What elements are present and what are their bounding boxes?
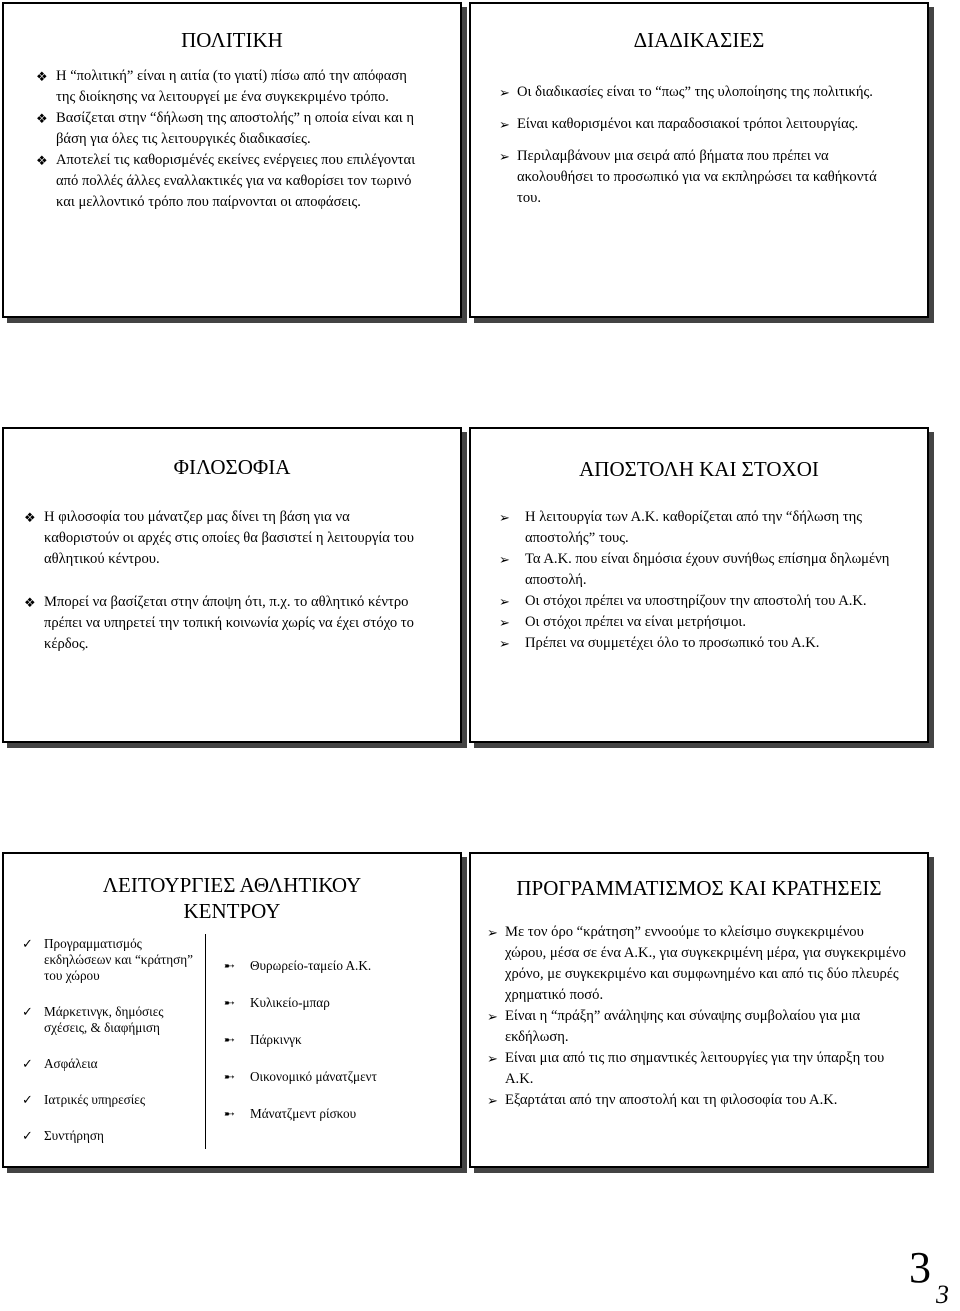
bullet-list bbox=[499, 82, 899, 220]
arrow-bullet-icon: ➢ bbox=[487, 925, 498, 940]
list-item: ➢ Η λειτουργία των Α.Κ. καθορίζεται από την “δήλωση της αποστολής” τους. bbox=[499, 509, 863, 546]
diamond-bullet-icon: ❖ bbox=[24, 595, 36, 610]
pointer-bullet-icon: ➸ bbox=[224, 1106, 235, 1121]
list-item: ➢ Τα Α.Κ. που είναι δημόσια έχουν συνήθως επίσημα δηλωμένη αποστολή. bbox=[499, 551, 890, 588]
list-item: ➢ Είναι καθορισμένοι και παραδοσιακοί τρόποι λειτουργίας. bbox=[499, 114, 899, 135]
list-item: ➸ Οικονομικό μάνατζμεντ bbox=[224, 1069, 377, 1084]
list-item: ➸ Θυρωρείο-ταμείο Α.Κ. bbox=[224, 958, 372, 973]
arrow-bullet-icon: ➢ bbox=[499, 149, 510, 164]
check-bullet-icon: ✓ bbox=[22, 1056, 33, 1071]
page-number: 3 bbox=[909, 1243, 931, 1292]
slide-filosofia bbox=[2, 427, 462, 743]
arrow-bullet-icon: ➢ bbox=[487, 1051, 498, 1066]
list-item: ✓ Συντήρηση bbox=[22, 1128, 104, 1143]
slide-politiki bbox=[2, 2, 462, 318]
slide-title: ΦΙΛΟΣΟΦΙΑ bbox=[173, 455, 291, 479]
arrow-bullet-icon: ➢ bbox=[487, 1009, 498, 1024]
arrow-bullet-icon: ➢ bbox=[499, 594, 510, 609]
slide-title: ΠΟΛΙΤΙΚΗ bbox=[181, 28, 283, 52]
arrow-bullet-icon: ➢ bbox=[499, 85, 510, 100]
bullet-list bbox=[499, 507, 899, 654]
list-item: ➸ Κυλικείο-μπαρ bbox=[224, 995, 330, 1010]
diamond-bullet-icon: ❖ bbox=[36, 153, 48, 168]
functions-list-right bbox=[224, 958, 424, 1143]
list-item: ➢ Οι διαδικασίες είναι το “πως” της υλοποίησης της πολιτικής. bbox=[499, 82, 899, 103]
list-item: ❖ Βασίζεται στην “δήλωση της αποστολής” η οποία είναι και η βάση για όλες τις λειτουργικές διαδικασίες. bbox=[36, 110, 415, 147]
bullet-list bbox=[487, 922, 907, 1111]
diamond-bullet-icon: ❖ bbox=[24, 510, 36, 525]
slide-title: ΑΠΟΣΤΟΛΗ ΚΑΙ ΣΤΟΧΟΙ bbox=[579, 457, 819, 481]
pointer-bullet-icon: ➸ bbox=[224, 1069, 235, 1084]
list-item: ✓ Ασφάλεια bbox=[22, 1056, 98, 1071]
list-item: ❖ Η “πολιτική” είναι η αιτία (το γιατί) πίσω από την απόφαση της διοίκησης να λειτουργεί με ένα συγκεκριμένο τρόπο. bbox=[36, 68, 407, 105]
list-item: ➸ Μάνατζμεντ ρίσκου bbox=[224, 1106, 357, 1121]
check-bullet-icon: ✓ bbox=[22, 1092, 33, 1107]
pointer-bullet-icon: ➸ bbox=[224, 995, 235, 1010]
slide-apostoli bbox=[469, 427, 929, 743]
slide-leitourgies bbox=[2, 852, 462, 1168]
column-divider bbox=[205, 934, 206, 1149]
bullet-list bbox=[36, 66, 416, 213]
slide-title: ΠΡΟΓΡΑΜΜΑΤΙΣΜΟΣ ΚΑΙ ΚΡΑΤΗΣΕΙΣ bbox=[516, 876, 882, 900]
list-item: ➢ Οι στόχοι πρέπει να είναι μετρήσιμοι. bbox=[499, 612, 899, 633]
list-item: ❖ Αποτελεί τις καθορισμένές εκείνες ενέργειες που επιλέγονται από πολλές άλλες εναλλακτικές για να καθορίσει τον τωρινό και μελλοντικό τρόπο που παίρνονται οι αποφάσεις. bbox=[36, 152, 416, 210]
page-number-sub: 3 bbox=[936, 1280, 949, 1309]
pointer-bullet-icon: ➸ bbox=[224, 1032, 235, 1047]
check-bullet-icon: ✓ bbox=[22, 1004, 33, 1019]
list-item: ➢ Είναι μια από τις πιο σημαντικές λειτουργίες για την ύπαρξη του Α.Κ. bbox=[487, 1050, 885, 1087]
list-item: ➢ Εξαρτάται από την αποστολή και τη φιλοσοφία του Α.Κ. bbox=[487, 1090, 907, 1111]
pointer-bullet-icon: ➸ bbox=[224, 958, 235, 973]
list-item: ➢ Οι στόχοι πρέπει να υποστηρίζουν την αποστολή του Α.Κ. bbox=[499, 591, 899, 612]
arrow-bullet-icon: ➢ bbox=[499, 615, 510, 630]
functions-list-left bbox=[22, 936, 202, 1164]
arrow-bullet-icon: ➢ bbox=[499, 510, 510, 525]
list-item: ➢ Είναι η “πράξη” ανάληψης και σύναψης συμβολαίου για μια εκδήλωση. bbox=[487, 1008, 861, 1045]
arrow-bullet-icon: ➢ bbox=[487, 1093, 498, 1108]
list-item: ❖ Μπορεί να βασίζεται στην άποψη ότι, π.χ. το αθλητικό κέντρο πρέπει να υπηρετεί την τοπική κοινωνία χωρίς να έχει στόχο το κέρδος. bbox=[24, 594, 414, 652]
list-item: ➢ Περιλαμβάνουν μια σειρά από βήματα που πρέπει να ακολουθήσει το προσωπικό για να εκπληρώσει τα καθήκοντά του. bbox=[499, 148, 877, 206]
list-item: ✓ Προγραμματισμός εκδηλώσεων και “κράτηση” του χώρου bbox=[22, 936, 193, 983]
list-item: ✓ Ιατρικές υπηρεσίες bbox=[22, 1092, 146, 1107]
slide-diadikasies bbox=[469, 2, 929, 318]
bullet-list bbox=[24, 507, 424, 677]
check-bullet-icon: ✓ bbox=[22, 1128, 33, 1143]
list-item: ✓ Μάρκετινγκ, δημόσιες σχέσεις, & διαφήμιση bbox=[22, 1004, 164, 1035]
slide-title: ΔΙΑΔΙΚΑΣΙΕΣ bbox=[633, 28, 765, 52]
check-bullet-icon: ✓ bbox=[22, 936, 33, 951]
arrow-bullet-icon: ➢ bbox=[499, 552, 510, 567]
arrow-bullet-icon: ➢ bbox=[499, 636, 510, 651]
list-item: ➢ Πρέπει να συμμετέχει όλο το προσωπικό του Α.Κ. bbox=[499, 633, 899, 654]
list-item: ❖ Η φιλοσοφία του μάνατζερ μας δίνει τη βάση για να καθοριστούν οι αρχές στις οποίες θα βασιστεί η λειτουργία του αθλητικού κέντρου. bbox=[24, 509, 414, 567]
slide-programmatismos bbox=[469, 852, 929, 1168]
slide-title: ΛΕΙΤΟΥΡΓΙΕΣ ΑΘΛΗΤΙΚΟΥ ΚΕΝΤΡΟΥ bbox=[102, 873, 362, 923]
arrow-bullet-icon: ➢ bbox=[499, 117, 510, 132]
list-item: ➸ Πάρκινγκ bbox=[224, 1032, 302, 1047]
diamond-bullet-icon: ❖ bbox=[36, 69, 48, 84]
diamond-bullet-icon: ❖ bbox=[36, 111, 48, 126]
list-item: ➢ Με τον όρο “κράτηση” εννοούμε το κλείσιμο συγκεκριμένου χώρου, μέσα σε ένα Α.Κ., για συγκεκριμένη μέρα, για συγκεκριμένο χρόνο, με συγκεκριμένο και συμφωνημένο και από τις δύο πλευρές χρηματικό ποσό. bbox=[487, 924, 906, 1003]
